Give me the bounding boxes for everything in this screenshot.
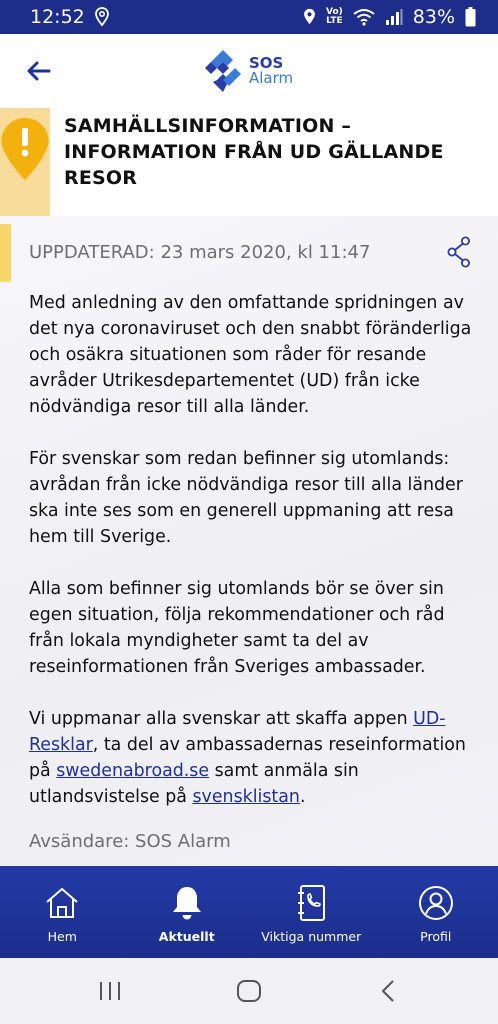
battery-percent: 83% — [412, 6, 455, 28]
nav-item-aktuellt[interactable] — [125, 866, 250, 958]
volte-bottom: LTE — [326, 16, 343, 26]
volte-top: Vo) — [325, 7, 343, 17]
system-navigation-bar — [0, 958, 498, 1024]
phonebook-icon — [296, 884, 326, 922]
nav-item-hem[interactable] — [0, 866, 125, 958]
arrow-left-icon — [27, 61, 51, 81]
article-body — [29, 290, 479, 836]
text-span: samt anmäla sin utlandsvistelse på — [29, 761, 359, 807]
nav-label-viktiga-nummer: Viktiga nummer — [261, 929, 362, 944]
paragraph-with-links — [29, 706, 479, 810]
share-icon — [446, 236, 472, 268]
header-badge — [0, 108, 50, 216]
sos-alarm-logo — [203, 47, 293, 95]
text-span: , ta del av ambassadernas reseinformation på — [29, 735, 466, 781]
page-title: SAMHÄLLSINFORMATION – INFORMATION FRÅN UD GÄLLANDE RESOR — [64, 115, 444, 189]
logo-wordmark — [249, 56, 293, 86]
chevron-left-icon — [380, 979, 396, 1003]
clock: 12:52 — [30, 6, 85, 28]
paragraph: För svenskar som redan befinner sig utomlands: avrådan från icke nödvändiga resor till alla länder ska inte ses som en generell uppmaning att resa hem till Sverige. — [29, 449, 463, 547]
status-left — [30, 6, 109, 28]
battery-icon — [465, 7, 476, 27]
nav-item-viktiga-nummer[interactable] — [249, 866, 374, 958]
text-span: . — [299, 787, 306, 807]
nav-item-profil[interactable] — [374, 866, 498, 958]
text-span: Vi uppmanar alla svenskar att skaffa appen — [29, 709, 414, 729]
share-button[interactable] — [445, 236, 473, 268]
profile-icon — [418, 884, 454, 922]
logo-line-sos: SOS — [249, 54, 284, 72]
system-back-button[interactable] — [358, 971, 418, 1011]
status-bar — [0, 0, 498, 34]
nav-label-aktuellt: Aktuellt — [158, 929, 215, 944]
sos-logo-mark-icon — [203, 48, 243, 94]
svensklistan-link[interactable]: svensklistan — [192, 787, 300, 807]
bottom-navigation — [0, 866, 498, 958]
message-header — [0, 108, 498, 216]
location-icon — [303, 8, 316, 26]
nav-label-profil: Profil — [420, 929, 452, 944]
article-content — [0, 216, 498, 866]
ud-resklar-link[interactable]: UD-Resklar — [29, 709, 446, 755]
signal-icon — [385, 9, 403, 25]
back-button[interactable] — [22, 54, 56, 88]
status-right — [303, 6, 476, 28]
app-bar — [0, 34, 498, 108]
logo-line-alarm: Alarm — [249, 69, 294, 87]
recent-apps-button[interactable] — [80, 971, 140, 1011]
updated-row — [29, 236, 479, 268]
volte-icon — [326, 8, 343, 26]
category-marker — [0, 224, 11, 282]
bell-icon — [171, 884, 203, 922]
paragraph: Alla som befinner sig utomlands bör se över sin egen situation, följa rekommendationer och råd från lokala myndigheter samt ta del av reseinformationen från Sveriges ambassader. — [29, 579, 445, 677]
paragraph: Med anledning av den omfattande spridningen av det nya coronaviruset och den snabbt föränderliga och osäkra situationen som råder för resande avråder Utrikesdepartementet (UD) från icke nödvändiga resor till alla länder. — [29, 293, 472, 417]
home-icon — [44, 884, 80, 922]
location-outline-icon — [95, 7, 109, 27]
wifi-icon — [353, 8, 375, 26]
sender-label: Avsändare: SOS Alarm — [29, 831, 231, 852]
swedenabroad-link[interactable]: swedenabroad.se — [56, 761, 210, 781]
home-rounded-square-icon — [236, 979, 262, 1003]
recent-apps-icon — [98, 980, 122, 1002]
alert-pin-icon — [0, 116, 50, 182]
home-system-button[interactable] — [219, 971, 279, 1011]
nav-label-hem: Hem — [47, 929, 77, 944]
updated-timestamp: UPPDATERAD: 23 mars 2020, kl 11:47 — [29, 241, 371, 263]
